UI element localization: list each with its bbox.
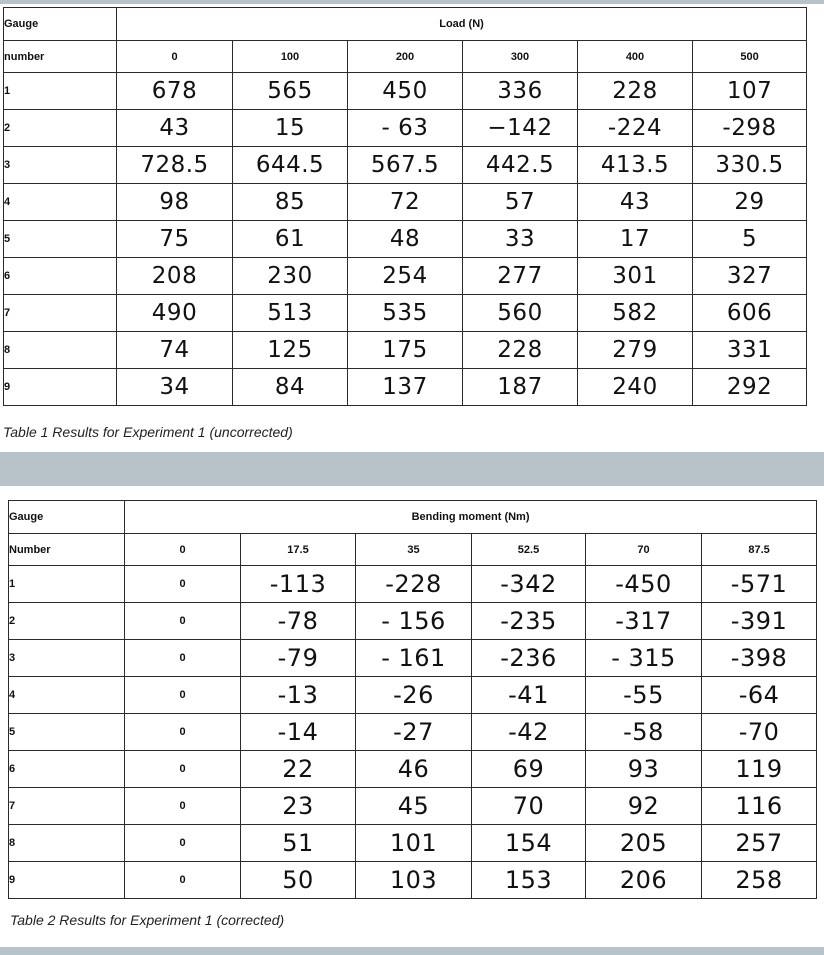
value-cell: 61 [233, 221, 348, 258]
value-cell: 85 [233, 184, 348, 221]
value-cell: 258 [702, 862, 817, 899]
value-cell: -113 [241, 566, 356, 603]
value-cell: 565 [233, 73, 348, 110]
gauge-number-cell: 2 [9, 603, 125, 640]
value-cell: -342 [472, 566, 586, 603]
table-row [9, 825, 817, 862]
value-cell: 33 [463, 221, 578, 258]
value-cell: 69 [472, 751, 586, 788]
column-header: 500 [693, 41, 807, 73]
value-cell: 103 [356, 862, 472, 899]
value-cell: -14 [241, 714, 356, 751]
table-row [4, 332, 807, 369]
column-header: 100 [233, 41, 348, 73]
value-cell: - 315 [586, 640, 702, 677]
gauge-header-top: Gauge [9, 501, 125, 534]
value-cell: 678 [117, 73, 233, 110]
value-cell: 72 [348, 184, 463, 221]
value-cell: 327 [693, 258, 807, 295]
gauge-number-cell: 8 [9, 825, 125, 862]
value-cell: 331 [693, 332, 807, 369]
gauge-number-cell: 9 [9, 862, 125, 899]
table-row [4, 295, 807, 332]
value-cell: 0 [125, 640, 241, 677]
value-cell: 257 [702, 825, 817, 862]
value-cell: 535 [348, 295, 463, 332]
table-row [4, 73, 807, 110]
subheader-row [9, 534, 817, 566]
value-cell: 84 [233, 369, 348, 406]
value-cell: 513 [233, 295, 348, 332]
value-cell: 450 [348, 73, 463, 110]
divider-band [0, 452, 824, 486]
value-cell: 606 [693, 295, 807, 332]
value-cell: 240 [578, 369, 693, 406]
value-cell: 137 [348, 369, 463, 406]
table-row [9, 677, 817, 714]
gauge-header-top: Gauge [4, 8, 117, 41]
value-cell: 413.5 [578, 147, 693, 184]
table-row [4, 147, 807, 184]
gauge-number-cell: 7 [4, 295, 117, 332]
value-cell: 442.5 [463, 147, 578, 184]
table-row [9, 788, 817, 825]
value-cell: 74 [117, 332, 233, 369]
value-cell: 75 [117, 221, 233, 258]
column-header: 17.5 [241, 534, 356, 566]
table-row [9, 603, 817, 640]
value-cell: 560 [463, 295, 578, 332]
value-cell: -398 [702, 640, 817, 677]
value-cell: 277 [463, 258, 578, 295]
gauge-number-cell: 7 [9, 788, 125, 825]
value-cell: -27 [356, 714, 472, 751]
value-cell: -78 [241, 603, 356, 640]
gauge-number-cell: 1 [4, 73, 117, 110]
column-header: 0 [117, 41, 233, 73]
value-cell: 208 [117, 258, 233, 295]
table-row [9, 751, 817, 788]
value-cell: 116 [702, 788, 817, 825]
table-row [9, 566, 817, 603]
value-cell: 330.5 [693, 147, 807, 184]
table-row [9, 640, 817, 677]
value-cell: 98 [117, 184, 233, 221]
value-cell: -58 [586, 714, 702, 751]
value-cell: 490 [117, 295, 233, 332]
header-row [9, 501, 817, 534]
gauge-number-cell: 3 [4, 147, 117, 184]
gauge-header-bottom: Number [9, 534, 125, 566]
value-cell: 5 [693, 221, 807, 258]
gauge-number-cell: 1 [9, 566, 125, 603]
value-cell: 45 [356, 788, 472, 825]
value-cell: 228 [463, 332, 578, 369]
value-cell: 0 [125, 825, 241, 862]
results-table-uncorrected [3, 7, 807, 406]
value-cell: -79 [241, 640, 356, 677]
value-cell: -228 [356, 566, 472, 603]
column-header: 70 [586, 534, 702, 566]
value-cell: -571 [702, 566, 817, 603]
value-cell: 48 [348, 221, 463, 258]
value-cell: 644.5 [233, 147, 348, 184]
value-cell: 43 [578, 184, 693, 221]
value-cell: 43 [117, 110, 233, 147]
gauge-number-cell: 3 [9, 640, 125, 677]
value-cell: 101 [356, 825, 472, 862]
value-cell: 0 [125, 566, 241, 603]
gauge-number-cell: 4 [4, 184, 117, 221]
value-cell: 206 [586, 862, 702, 899]
table-row [4, 369, 807, 406]
value-cell: -391 [702, 603, 817, 640]
gauge-number-cell: 6 [9, 751, 125, 788]
gauge-number-cell: 4 [9, 677, 125, 714]
value-cell: -236 [472, 640, 586, 677]
value-cell: 187 [463, 369, 578, 406]
value-cell: 57 [463, 184, 578, 221]
value-cell: 0 [125, 714, 241, 751]
value-cell: -55 [586, 677, 702, 714]
load-group-header: Load (N) [117, 8, 807, 41]
value-cell: 728.5 [117, 147, 233, 184]
gauge-number-cell: 9 [4, 369, 117, 406]
value-cell: 119 [702, 751, 817, 788]
table-row [4, 110, 807, 147]
value-cell: 228 [578, 73, 693, 110]
column-header: 0 [125, 534, 241, 566]
value-cell: 23 [241, 788, 356, 825]
value-cell: 50 [241, 862, 356, 899]
value-cell: 0 [125, 677, 241, 714]
value-cell: -64 [702, 677, 817, 714]
column-header: 87.5 [702, 534, 817, 566]
value-cell: -298 [693, 110, 807, 147]
value-cell: -41 [472, 677, 586, 714]
value-cell: 0 [125, 603, 241, 640]
value-cell: 93 [586, 751, 702, 788]
table-row [4, 221, 807, 258]
value-cell: 46 [356, 751, 472, 788]
value-cell: 567.5 [348, 147, 463, 184]
column-header: 400 [578, 41, 693, 73]
value-cell: -42 [472, 714, 586, 751]
value-cell: -70 [702, 714, 817, 751]
value-cell: 22 [241, 751, 356, 788]
column-header: 200 [348, 41, 463, 73]
gauge-number-cell: 2 [4, 110, 117, 147]
value-cell: 154 [472, 825, 586, 862]
value-cell: -13 [241, 677, 356, 714]
value-cell: 92 [586, 788, 702, 825]
value-cell: 15 [233, 110, 348, 147]
table-row [9, 714, 817, 751]
column-header: 52.5 [472, 534, 586, 566]
header-row [4, 8, 807, 41]
value-cell: 17 [578, 221, 693, 258]
results-table-corrected [8, 500, 817, 899]
value-cell: 153 [472, 862, 586, 899]
value-cell: -317 [586, 603, 702, 640]
value-cell: 279 [578, 332, 693, 369]
value-cell: 254 [348, 258, 463, 295]
column-header: 35 [356, 534, 472, 566]
gauge-number-cell: 5 [9, 714, 125, 751]
bottom-band [0, 947, 824, 955]
value-cell: - 63 [348, 110, 463, 147]
value-cell: 34 [117, 369, 233, 406]
gauge-number-cell: 8 [4, 332, 117, 369]
value-cell: 582 [578, 295, 693, 332]
value-cell: - 161 [356, 640, 472, 677]
gauge-number-cell: 6 [4, 258, 117, 295]
table-caption: Table 1 Results for Experiment 1 (uncorrected) [3, 424, 293, 440]
value-cell: 125 [233, 332, 348, 369]
value-cell: 301 [578, 258, 693, 295]
value-cell: - 156 [356, 603, 472, 640]
value-cell: 29 [693, 184, 807, 221]
value-cell: 0 [125, 862, 241, 899]
value-cell: 51 [241, 825, 356, 862]
value-cell: 205 [586, 825, 702, 862]
value-cell: 230 [233, 258, 348, 295]
value-cell: 336 [463, 73, 578, 110]
value-cell: 0 [125, 788, 241, 825]
subheader-row [4, 41, 807, 73]
value-cell: 0 [125, 751, 241, 788]
value-cell: −142 [463, 110, 578, 147]
table-row [4, 258, 807, 295]
value-cell: -235 [472, 603, 586, 640]
value-cell: -450 [586, 566, 702, 603]
table-row [9, 862, 817, 899]
gauge-header-bottom: number [4, 41, 117, 73]
value-cell: 292 [693, 369, 807, 406]
value-cell: -26 [356, 677, 472, 714]
table-caption: Table 2 Results for Experiment 1 (corrected) [10, 912, 285, 928]
value-cell: 107 [693, 73, 807, 110]
gauge-number-cell: 5 [4, 221, 117, 258]
value-cell: 175 [348, 332, 463, 369]
value-cell: -224 [578, 110, 693, 147]
table-row [4, 184, 807, 221]
value-cell: 70 [472, 788, 586, 825]
column-header: 300 [463, 41, 578, 73]
bending-moment-group-header: Bending moment (Nm) [125, 501, 817, 534]
top-band [0, 0, 824, 4]
